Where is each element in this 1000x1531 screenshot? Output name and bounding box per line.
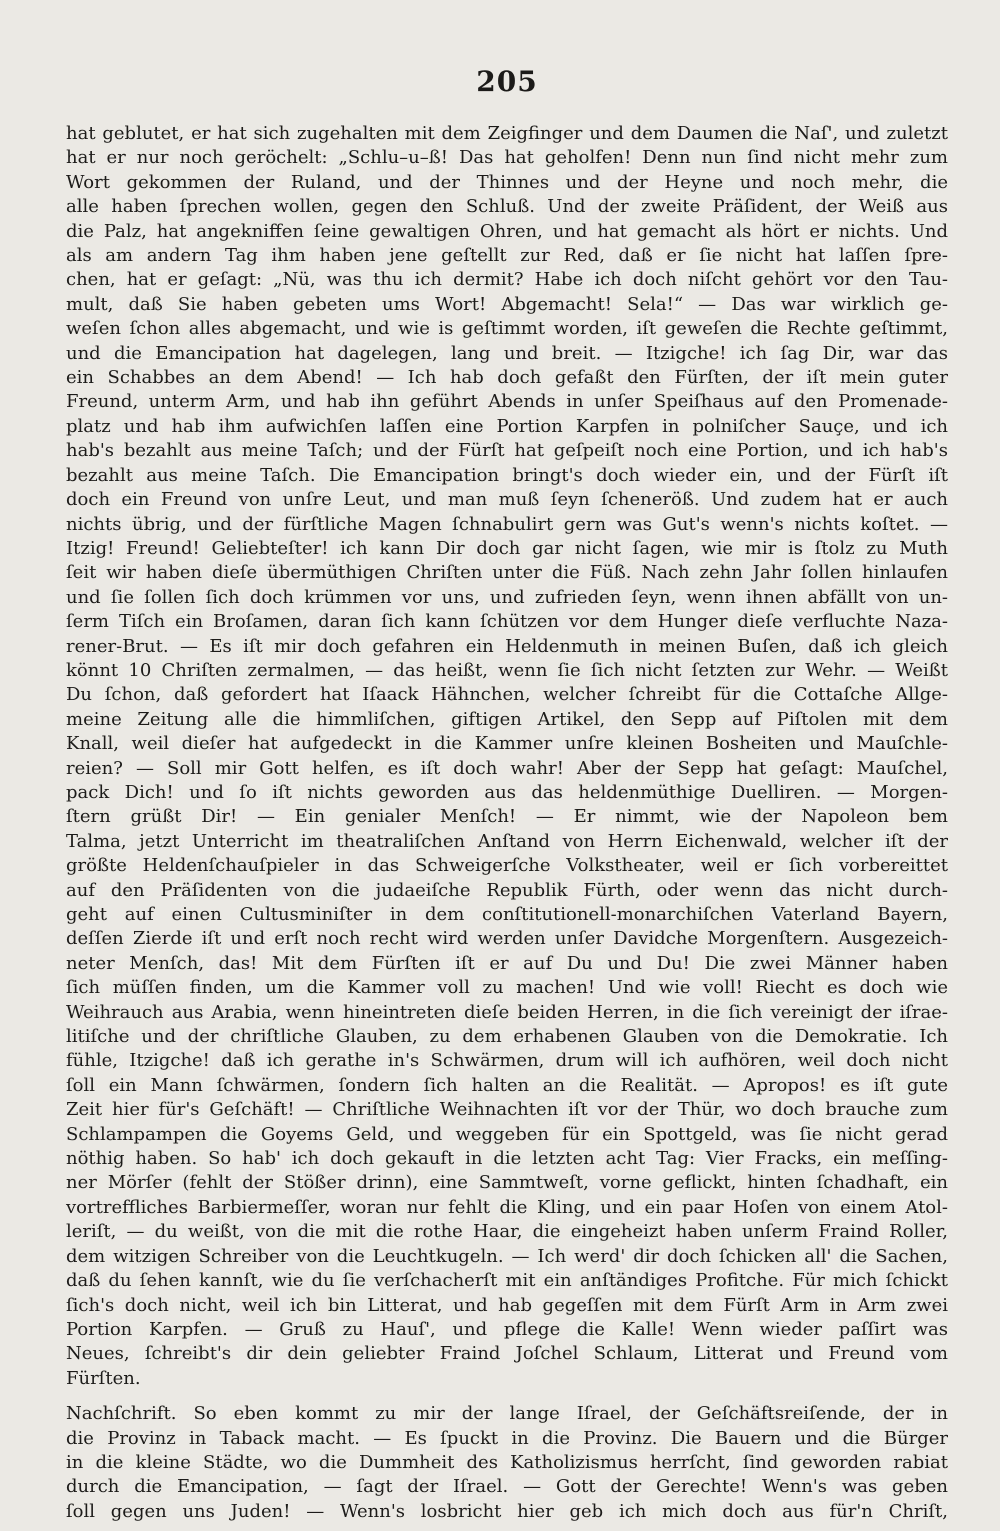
text-line: platz und hab ihm aufwichſen laſſen eine Portion Karpfen in polniſcher Sauçe, und ich	[66, 415, 948, 437]
text-line: nöthig haben. So hab' ich doch gekauft in die letzten acht Tag: Vier Fracks, ein meſſing-	[66, 1148, 948, 1170]
text-line: auf den Präſidenten von die judaeiſche Republik Fürth, oder wenn das nicht durch-	[66, 879, 948, 901]
text-line: hat geblutet, er hat sich zugehalten mit dem Zeigfinger und dem Daumen die Naſ', und zuletzt	[66, 123, 948, 144]
text-line: ſich's doch nicht, weil ich bin Litterat, und hab gegeſſen mit dem Fürſt Arm in Arm zwei	[66, 1294, 948, 1316]
text-line: meine Zeitung alle die himmliſchen, giftigen Artikel, den Sepp auf Piſtolen mit dem	[66, 708, 948, 730]
text-line: litiſche und der chriſtliche Glauben, zu dem erhabenen Glauben von die Demokratie. Ich	[66, 1026, 948, 1048]
text-line: und ſie ſollen ſich doch krümmen vor uns, und zufrieden ſeyn, wenn ihnen abfällt von un-	[66, 586, 948, 608]
text-line: bezahlt aus meine Taſch. Die Emancipation bringt's doch wieder ein, und der Fürſt iſt	[66, 464, 948, 486]
text-line: könnt 10 Chriſten zermalmen, — das heißt, wenn ſie ſich nicht ſetzten zur Wehr. — Weißt	[66, 659, 948, 681]
text-line: Itzig! Freund! Geliebteſter! ich kann Dir doch gar nicht ſagen, wie mir is ſtolz zu Muth	[66, 537, 948, 559]
text-line: Weihrauch aus Arabia, wenn hineintreten dieſe beiden Herren, in die ſich vereinigt der iſrae-	[66, 1001, 948, 1023]
body-paragraph-postscript	[66, 1402, 948, 1524]
text-line: in die kleine Städte, wo die Dummheit des Katholizismus herrſcht, ſind geworden rabiat	[66, 1451, 948, 1473]
page-number: 205	[476, 65, 538, 98]
text-line: geht auf einen Cultusminiſter in dem conſtitutionell-monarchiſchen Vaterland Bayern,	[66, 904, 948, 925]
text-line: hat er nur noch geröchelt: „Schlu–u–ß! Das hat geholfen! Denn nun ſind nicht mehr zum	[66, 147, 948, 169]
text-line: daß du ſehen kannſt, wie du ſie verſchacherſt mit ein anſtändiges Profitche. Für mich ſchickt	[66, 1270, 948, 1292]
body-paragraph-letter	[66, 122, 948, 1391]
text-line: und die Emancipation hat dagelegen, lang und breit. — Itzigche! ich ſag Dir, war das	[66, 342, 948, 364]
text-line: ſoll ein Mann ſchwärmen, ſondern ſich halten an die Realität. — Apropos! es iſt gute	[66, 1074, 948, 1096]
text-line: als am andern Tag ihm haben jene geſtellt zur Red, daß er ſie nicht hat laſſen ſpre-	[66, 245, 948, 267]
text-line: dem witzigen Schreiber von die Leuchtkugeln. — Ich werd' dir doch ſchicken all' die Sachen,	[66, 1245, 948, 1267]
text-line: Neues, ſchreibt's dir dein geliebter Fraind Joſchel Schlaum, Litterat und Freund vom	[66, 1343, 948, 1365]
text-line: Freund, unterm Arm, und hab ihn geführt Abends in unſer Speiſhaus auf den Promenade-	[66, 391, 948, 413]
text-line: Du ſchon, daß gefordert hat Iſaack Hähnchen, welcher ſchreibt für die Cottaſche Allge-	[66, 684, 948, 706]
text-line: größte Heldenſchauſpieler in das Schweigerſche Volkstheater, weil er ſich vorbereittet	[66, 855, 948, 877]
text-line: ein Schabbes an dem Abend! — Ich hab doch gefaßt den Fürſten, der iſt mein guter	[66, 367, 948, 389]
text-line: ſoll gegen uns Juden! — Wenn's losbricht hier geb ich mich doch aus für'n Chriſt,	[66, 1500, 948, 1522]
text-line: Fürſten.	[66, 1367, 141, 1389]
text-line: chen, hat er geſagt: „Nü, was thu ich dermit? Habe ich doch niſcht gehört vor den Tau-	[66, 269, 948, 291]
text-line: die Provinz in Taback macht. — Es ſpuckt in die Provinz. Die Bauern und die Bürger	[66, 1427, 948, 1449]
text-line: ſich müſſen finden, um die Kammer voll zu machen! Und wie voll! Riecht es doch wie	[66, 977, 948, 999]
text-line: vortreffliches Barbiermeſſer, woran nur fehlt die Kling, und ein paar Hoſen von einem Atol-	[66, 1196, 948, 1218]
text-line: durch die Emancipation, — ſagt der Iſrael. — Gott der Gerechte! Wenn's was geben	[66, 1476, 948, 1498]
text-line: reien? — Soll mir Gott helfen, es iſt doch wahr! Aber der Sepp hat geſagt: Mauſchel,	[66, 757, 948, 779]
text-line: alle haben ſprechen wollen, gegen den Schluß. Und der zweite Präſident, der Weiß aus	[66, 196, 948, 218]
text-line: ner Mörſer (fehlt der Stößer drinn), eine Sammtweſt, vorne geflickt, hinten ſchadhaft, ein	[66, 1172, 948, 1194]
paragraph-gap	[66, 1391, 948, 1402]
text-line: rener-Brut. — Es iſt mir doch gefahren ein Heldenmuth in meinen Buſen, daß ich gleich	[66, 635, 948, 657]
text-line: die Palz, hat angekniffen ſeine gewaltigen Ohren, und hat gemacht als hört er nichts. Und	[66, 220, 948, 242]
text-line: nichts übrig, und der fürſtliche Magen ſchnabulirt gern was Gut's wenn's nichts koſtet. —	[66, 513, 948, 535]
text-line: mult, daß Sie haben gebeten ums Wort! Abgemacht! Sela!“ — Das war wirklich ge-	[66, 293, 948, 315]
text-line: Knall, weil dieſer hat aufgedeckt in die Kammer unſre kleinen Bosheiten und Mauſchle-	[66, 733, 948, 755]
text-line: pack Dich! und ſo iſt nichts geworden aus das heldenmüthige Duelliren. — Morgen-	[66, 781, 948, 803]
text-line: fühle, Itzigche! daß ich gerathe in's Schwärmen, drum will ich aufhören, weil doch nicht	[66, 1050, 948, 1072]
text-line: deſſen Zierde iſt und erſt noch recht wird werden unſer Davidche Morgenſtern. Ausgezeich-	[66, 928, 948, 950]
text-line: ſerm Tiſch ein Broſamen, daran ſich kann ſchützen vor dem Hunger dieſe verfluchte Naza-	[66, 611, 948, 633]
text-line: weſen ſchon alles abgemacht, und wie is geſtimmt worden, iſt geweſen die Rechte geſtimmt,	[66, 318, 948, 340]
text-line: ſtern grüßt Dir! — Ein genialer Menſch! — Er nimmt, wie der Napoleon bem	[66, 806, 948, 828]
text-line: Talma, jetzt Unterricht im theatraliſchen Anſtand von Herrn Eichenwald, welcher iſt der	[66, 830, 948, 852]
text-line: Wort gekommen der Ruland, und der Thinnes und der Heyne und noch mehr, die	[66, 171, 948, 193]
text-line: ſeit wir haben dieſe übermüthigen Chriſten unter die Füß. Nach zehn Jahr ſollen hinlaufen	[66, 562, 948, 584]
text-line: Portion Karpfen. — Gruß zu Hauſ', und pflege die Kalle! Wenn wieder paſſirt was	[66, 1318, 948, 1340]
text-line: Zeit hier für's Geſchäft! — Chriſtliche Weihnachten iſt vor der Thür, wo doch brauche zum	[66, 1099, 948, 1121]
text-line: hab's bezahlt aus meine Taſch; und der Fürſt hat geſpeiſt noch eine Portion, und ich hab's	[66, 440, 948, 462]
text-line: doch ein Freund von unſre Leut, und man muß ſeyn ſcheneröß. Und zudem hat er auch	[66, 489, 948, 511]
text-line: Schlampampen die Goyems Geld, und weggeben für ein Spottgeld, was ſie nicht gerad	[66, 1123, 948, 1145]
text-line: neter Menſch, das! Mit dem Fürſten iſt er auf Du und Du! Die zwei Männer haben	[66, 952, 948, 974]
text-line: leriſt, — du weißt, von die mit die rothe Haar, die eingeheizt haben unſerm Fraind Roller,	[66, 1221, 948, 1243]
text-line: Nachſchrift. So eben kommt zu mir der lange Iſrael, der Geſchäftsreiſende, der in	[66, 1403, 948, 1425]
